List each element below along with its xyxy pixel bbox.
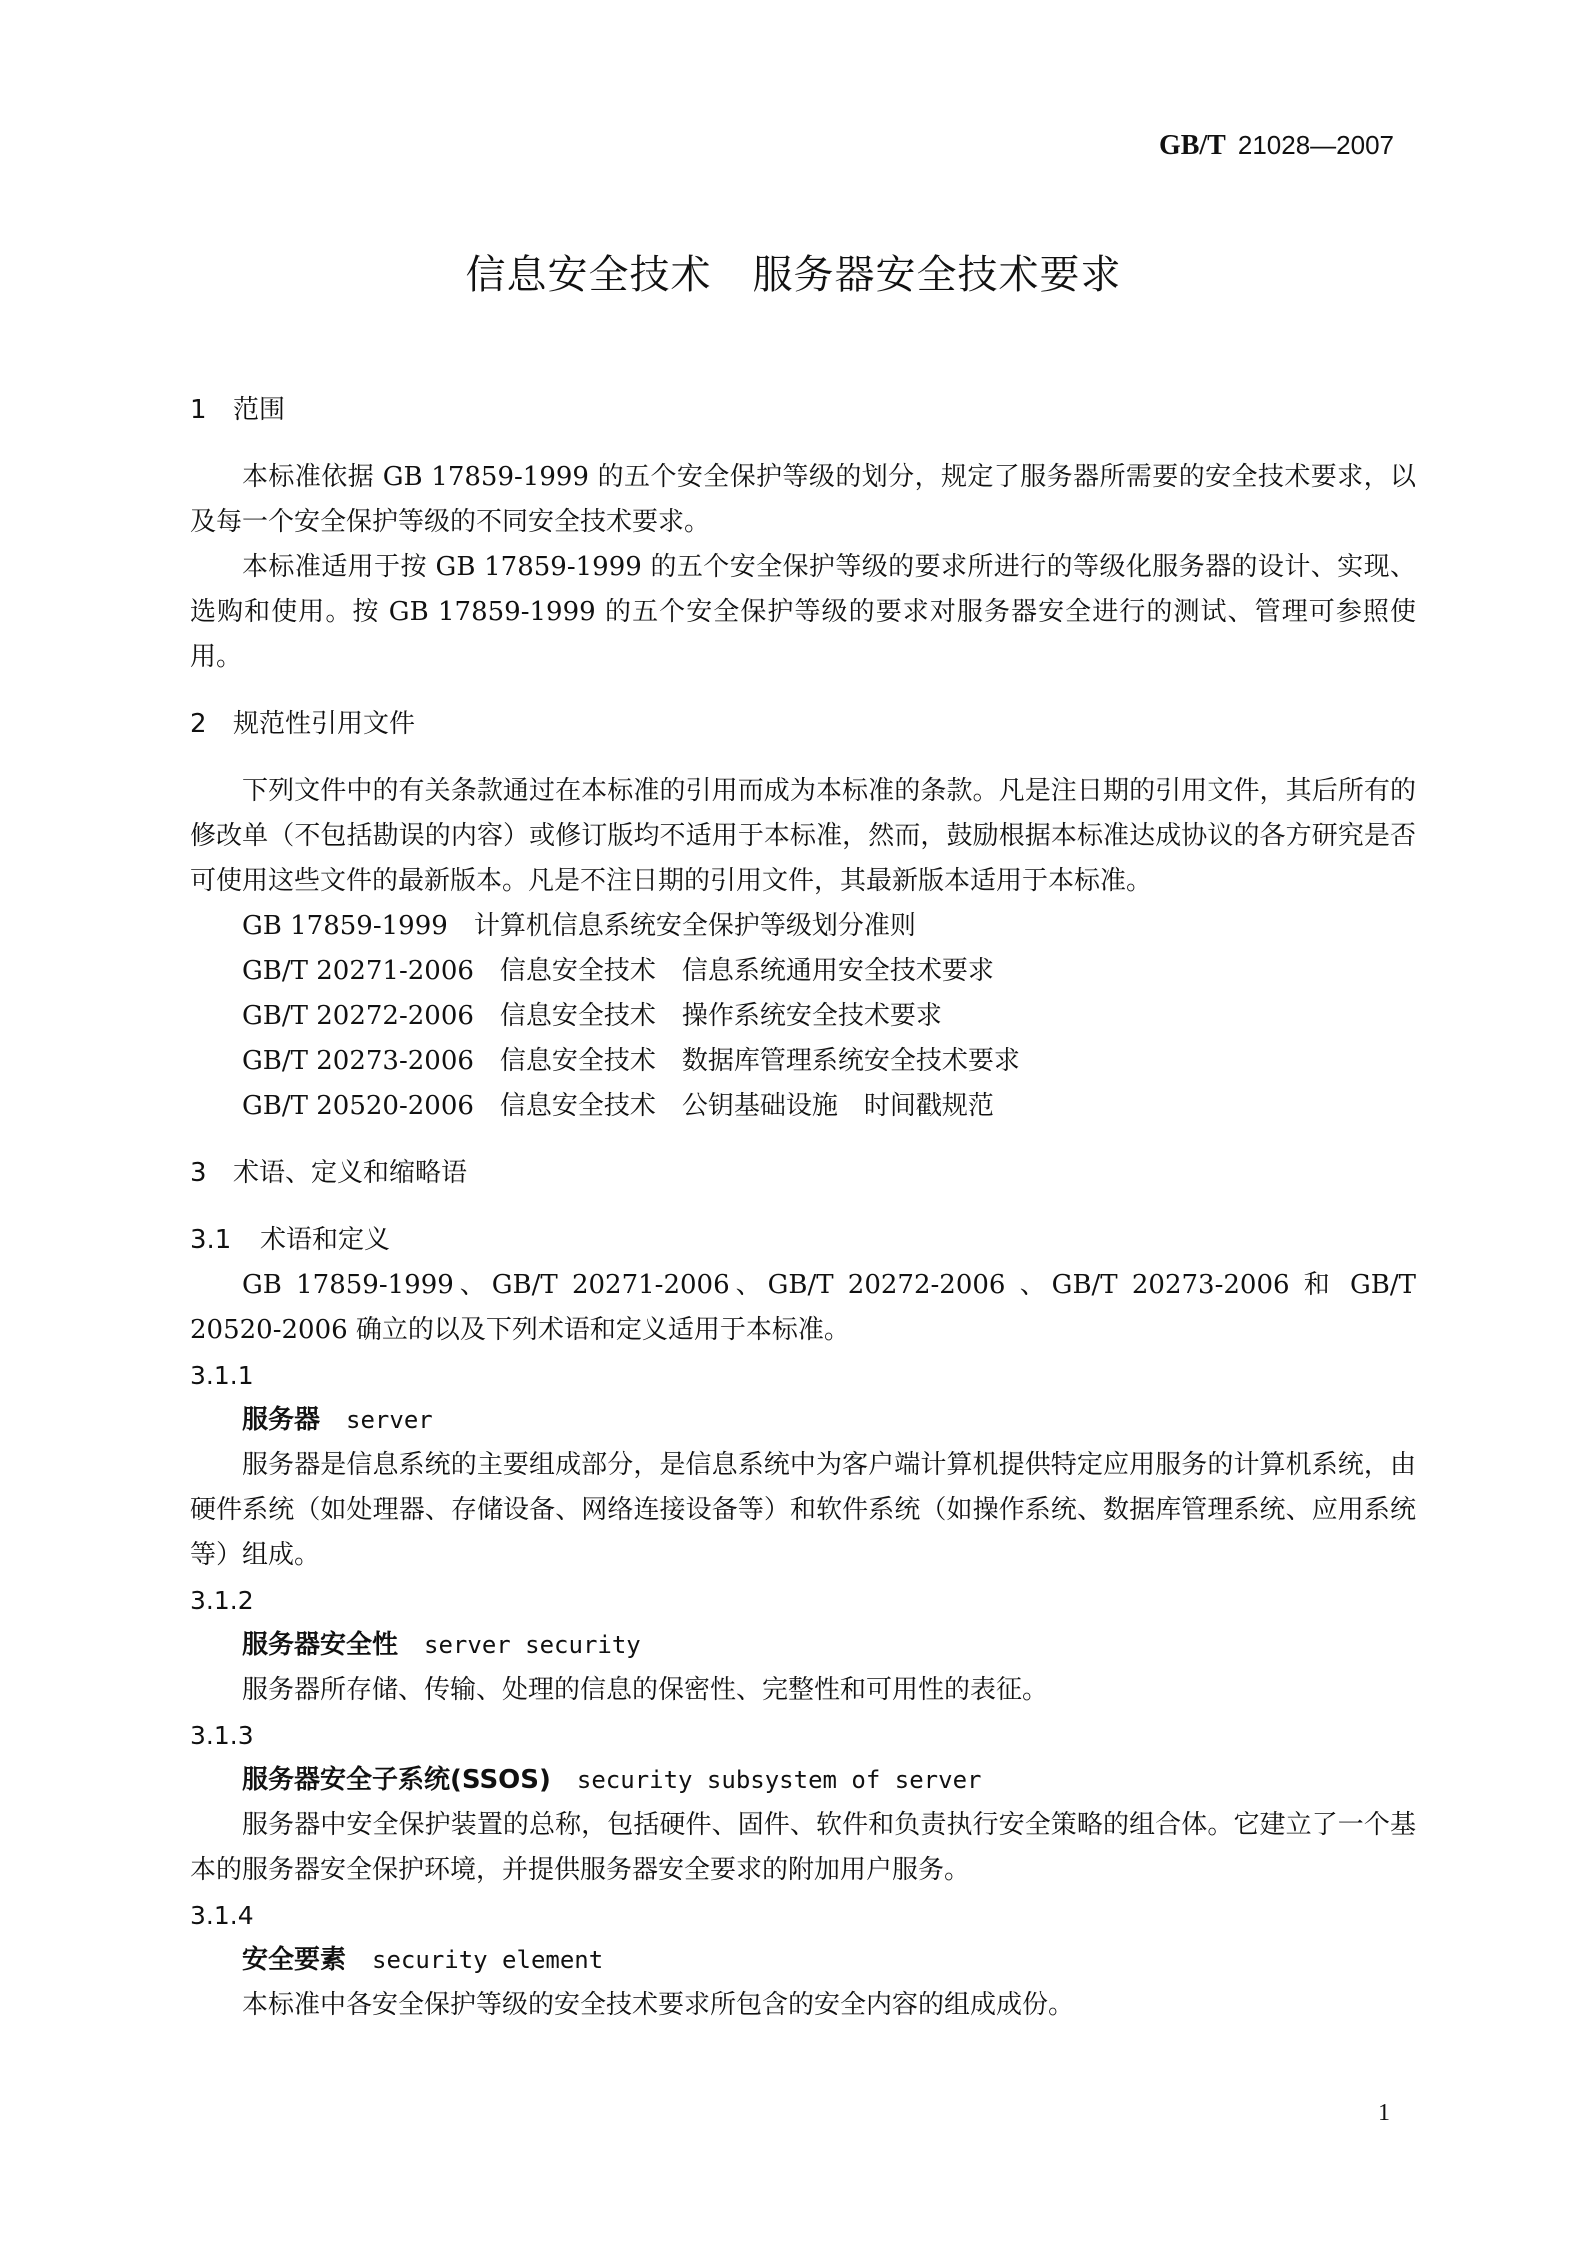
paragraph: 本标准适用于按 GB 17859-1999 的五个安全保护等级的要求所进行的等级化服务器的设计、实现、选购和使用。按 GB 17859-1999 的五个安全保护等级的要求对服务器安全进行的测试、管理可参照使用。 (190, 552, 1416, 672)
reference-title: 计算机信息系统安全保护等级划分准则 (473, 911, 916, 941)
term-name (190, 1623, 1416, 1668)
section-number: 3 (190, 1158, 207, 1188)
term-en: server (346, 1406, 433, 1434)
term-zh: 安全要素 (242, 1945, 347, 1975)
term-name (190, 1398, 1416, 1443)
paragraph: 本标准依据 GB 17859-1999 的五个安全保护等级的划分，规定了服务器所需要的安全技术要求，以及每一个安全保护等级的不同安全技术要求。 (190, 462, 1416, 537)
term-definition: 本标准中各安全保护等级的安全技术要求所包含的安全内容的组成成份。 (242, 1990, 1075, 2020)
term-definition: 服务器是信息系统的主要组成部分，是信息系统中为客户端计算机提供特定应用服务的计算机系统，由硬件系统（如处理器、存储设备、网络连接设备等）和软件系统（如操作系统、数据库管理系统、应用系统等）组成。 (190, 1450, 1416, 1570)
term-number: 3.1.2 (190, 1586, 254, 1615)
term-definition: 服务器中安全保护装置的总称，包括硬件、固件、软件和负责执行安全策略的组合体。它建立了一个基本的服务器安全保护环境，并提供服务器安全要求的附加用户服务。 (190, 1810, 1416, 1885)
term-definition: 服务器所存储、传输、处理的信息的保密性、完整性和可用性的表征。 (242, 1675, 1049, 1705)
reference-code: GB/T 20272-2006 (242, 1001, 474, 1031)
standard-prefix: GB/T (1158, 130, 1226, 161)
section-title: 术语、定义和缩略语 (233, 1158, 468, 1188)
section-heading-3 (190, 1151, 1416, 1196)
section-number: 2 (190, 709, 207, 739)
term-en: security element (372, 1946, 604, 1974)
term-zh: 服务器 (242, 1405, 321, 1435)
reference-title: 信息安全技术 信息系统通用安全技术要求 (499, 956, 994, 986)
section-title: 规范性引用文件 (233, 709, 416, 739)
reference-item (190, 949, 1416, 994)
term-name (190, 1938, 1416, 1983)
standard-code (1159, 130, 1394, 162)
reference-title: 信息安全技术 操作系统安全技术要求 (499, 1001, 942, 1031)
standard-number: 21028—2007 (1237, 130, 1394, 160)
section-heading-1 (190, 388, 1416, 433)
section-number: 1 (190, 395, 207, 425)
subsection-title: 术语和定义 (260, 1225, 391, 1255)
reference-title: 信息安全技术 公钥基础设施 时间戳规范 (499, 1091, 994, 1121)
reference-item (190, 994, 1416, 1039)
term-number: 3.1.3 (190, 1721, 254, 1750)
reference-title: 信息安全技术 数据库管理系统安全技术要求 (499, 1046, 1020, 1076)
reference-code: GB 17859-1999 (242, 911, 448, 941)
reference-code: GB/T 20520-2006 (242, 1091, 474, 1121)
document-body (190, 388, 1416, 2028)
section-title: 范围 (233, 395, 286, 425)
paragraph: GB 17859-1999、GB/T 20271-2006、GB/T 20272-2006 、GB/T 20273-2006 和 GB/T 20520-2006 确立的以及下列术语和定义适用于本标准。 (190, 1270, 1416, 1345)
reference-item (190, 904, 1416, 949)
document-title: 信息安全技术 服务器安全技术要求 (465, 252, 1122, 298)
subsection-number: 3.1 (190, 1225, 232, 1255)
term-en: security subsystem of server (576, 1766, 982, 1794)
section-heading-2 (190, 702, 1416, 747)
term-zh: 服务器安全性 (242, 1630, 399, 1660)
reference-code: GB/T 20271-2006 (242, 956, 474, 986)
reference-code: GB/T 20273-2006 (242, 1046, 474, 1076)
subsection-heading-3-1 (190, 1218, 1416, 1263)
paragraph: 下列文件中的有关条款通过在本标准的引用而成为本标准的条款。凡是注日期的引用文件，其后所有的修改单（不包括勘误的内容）或修订版均不适用于本标准，然而，鼓励根据本标准达成协议的各方研究是否可使用这些文件的最新版本。凡是不注日期的引用文件，其最新版本适用于本标准。 (190, 776, 1416, 896)
page-number: 1 (1378, 2100, 1390, 2126)
reference-item (190, 1084, 1416, 1129)
term-en: server security (424, 1631, 641, 1659)
term-number: 3.1.4 (190, 1901, 254, 1930)
term-zh: 服务器安全子系统(SSOS) (242, 1765, 551, 1795)
reference-item (190, 1039, 1416, 1084)
term-name (190, 1758, 1416, 1803)
term-number: 3.1.1 (190, 1361, 254, 1390)
